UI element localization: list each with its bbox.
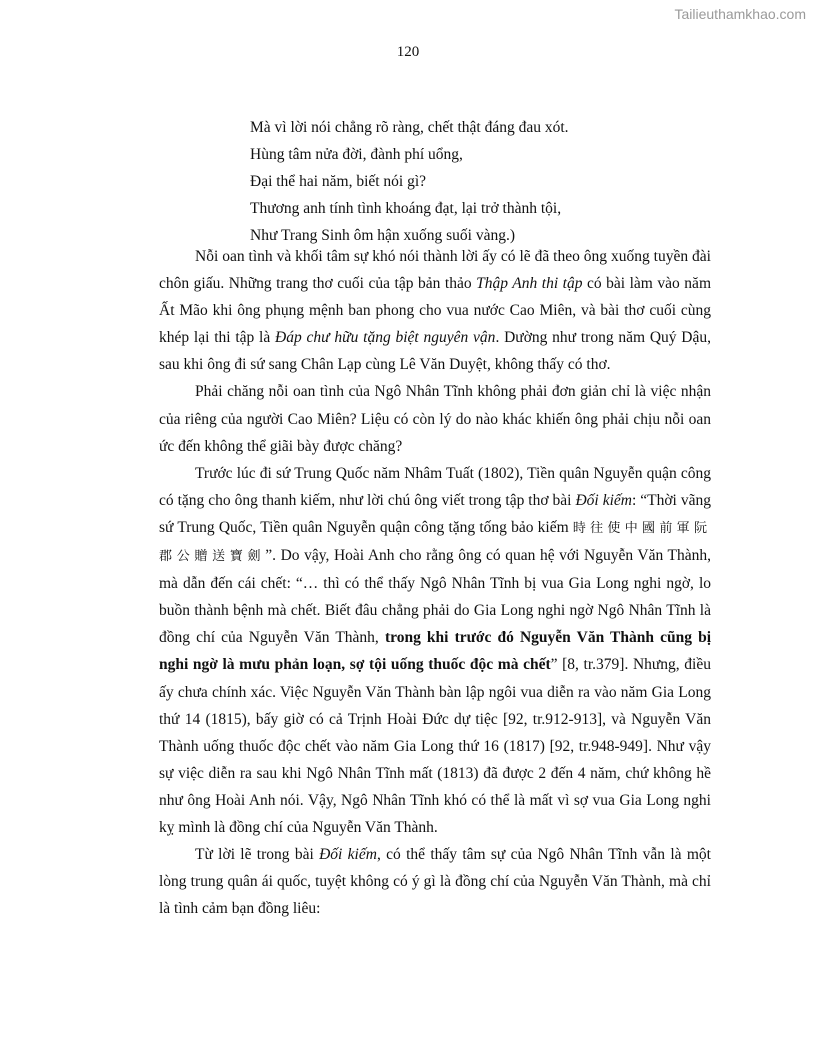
paragraph-3 [159,460,711,841]
paragraph-1 [159,243,711,378]
paragraph-2: Phải chăng nỗi oan tình của Ngô Nhân Tĩnh không phải đơn giản chỉ là việc nhận của riêng của người Cao Miên? Liệu có còn lý do nào khác khiến ông phải chịu nỗi oan ức đến không thể giãi bày được chăng? [159,383,711,455]
text-run: , có thể thấy tâm sự của Ngô Nhân Tĩnh vẫn là một lòng trung quân ái quốc, tuyệt không có ý gì là đồng chí của Nguyễn Văn Thành, mà chỉ là tình cảm bạn đồng liêu: [159,846,711,918]
text-run: Nỗi oan tình và khối tâm sự khó nói thành lời ấy có lẽ đã theo ông xuống tuyền đài chôn giấu. Những trang thơ cuối của tập bản thảo [159,248,711,293]
work-title: Thập Anh thi tập [476,275,583,293]
poem-line: Như Trang Sinh ôm hận xuống suối vàng.) [250,227,516,245]
text-run: . Dường như trong năm Quý Dậu, sau khi ông đi sứ sang Chân Lạp cùng Lê Văn Duyệt, không thấy có thơ. [159,329,712,374]
poem-line: Mà vì lời nói chẳng rõ ràng, chết thật đáng đau xót. [250,119,569,136]
text-run: ” [8, tr.379]. Nhưng, điều ấy chưa chính xác. Việc Nguyễn Văn Thành bàn lập ngôi vua diễn ra vào năm Gia Long thứ 14 (1815), bấy giờ có cả Trịnh Hoài Đức dự tiệc [92, tr.912-913], và Nguyễn Văn Thành uống thuốc độc chết vào năm Gia Long thứ 16 (1817) [92, tr.948-949]. Như vậy sự việc diễn ra sau khi Ngô Nhân Tĩnh mất (1813) đã được 2 đến 4 năm, chứ không hề như ông Hoài Anh nói. Vậy, Ngô Nhân Tĩnh khó có thể là mất vì sợ vua Gia Long nghi kỵ mình là đồng chí của Nguyễn Văn Thành. [159,656,711,836]
han-nom-quote: 時往使中國前軍阮郡公贈送寶劍 [159,520,711,565]
bold-quote: trong khi trước đó Nguyễn Văn Thành cũng bị nghi ngờ là mưu phản loạn, sợ tội uống thuốc độc mà chết [159,629,711,674]
paragraph-4 [159,841,711,922]
page-number: 120 [396,44,420,60]
poem-line: Hùng tâm nửa đời, đành phí uổng, [250,146,463,164]
text-run: Trước lúc đi sứ Trung Quốc năm Nhâm Tuất (1802), Tiền quân Nguyễn quận công có tặng cho ông thanh kiếm, như lời chú ông viết trong tập thơ bài [159,464,711,509]
body-text [159,243,711,922]
text-run: ”. Do vậy, Hoài Anh cho rằng ông có quan hệ với Nguyễn Văn Thành, mà dẫn đến cái chết: “… thì có thể thấy Ngô Nhân Tĩnh bị vua Gia Long nghi ngờ, lo buồn thành bệnh mà chết. Biết đâu chẳng phải do Gia Long nghi ngờ Ngô Nhân Tĩnh là đồng chí của Nguyễn Văn Thành, [159,547,711,647]
work-title: Đối kiếm [575,491,632,509]
text-run: : “Thời vãng sứ Trung Quốc, Tiền quân Nguyễn quận công tặng tống bảo kiếm [159,491,711,536]
poem-block [250,114,569,249]
text-run: có bài làm vào năm Ất Mão khi ông phụng mệnh ban phong cho vua nước Cao Miên, và bài thơ cuối cùng khép lại thi tập là [159,275,711,347]
poem-line: Thương anh tính tình khoáng đạt, lại trở thành tội, [250,200,562,218]
work-title: Đối kiếm [319,846,377,864]
watermark: Tailieuthamkhao.com [674,6,806,22]
poem-line: Đại thể hai năm, biết nói gì? [250,173,427,191]
work-title: Đáp chư hữu tặng biệt nguyên vận [275,329,496,347]
text-run: Từ lời lẽ trong bài [195,846,320,864]
